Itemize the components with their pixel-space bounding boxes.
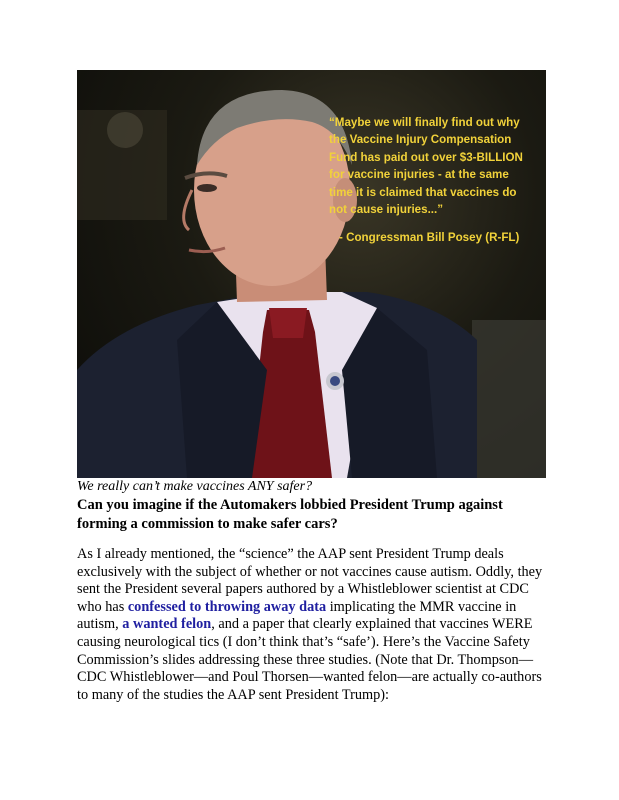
quote-line: Fund has paid out over $3-BILLION xyxy=(329,150,523,164)
quote-attribution: - Congressman Bill Posey (R-FL) xyxy=(339,231,520,245)
article-body xyxy=(77,546,547,704)
photo-caption: We really can’t make vaccines ANY safer? xyxy=(77,479,313,494)
confessed-link[interactable]: confessed to throwing away data xyxy=(127,598,327,615)
headline-line: Can you imagine if the Automakers lobbied President Trump against xyxy=(77,497,503,513)
body-text: As I already mentioned, the “science” the AAP sent President Trump deals exclusively with the subject of whether or not vaccines cause autism. Oddly, they sent the President several papers authored by a Whistleblower scientist at CDC who has xyxy=(77,546,543,615)
headline-line: forming a commission to make safer cars? xyxy=(77,516,338,532)
quote-line: “Maybe we will finally find out why xyxy=(329,116,520,129)
headline xyxy=(77,496,547,534)
body-text: , and a paper that clearly explained that vaccines WERE causing neurological tics (I don’t think that’s “safe’). Here’s the Vaccine Safety Commission’s slides addressing these three studies. (Note that Dr. Thompson—CDC Whistleblower—and Poul Thorsen—wanted felon—are actually co-authors to many of the studies the AAP sent President Trump): xyxy=(77,616,542,703)
quote-line: not cause injuries...” xyxy=(329,203,444,217)
body-paragraph xyxy=(77,546,547,704)
quote-line: the Vaccine Injury Compensation xyxy=(329,133,512,147)
posey-quote-photo xyxy=(77,70,546,478)
quote-line: for vaccine injuries - at the same xyxy=(329,168,509,182)
body-text: implicating the MMR vaccine in autism, xyxy=(77,598,517,633)
quote-line: time it is claimed that vaccines do xyxy=(329,185,517,199)
quote-text xyxy=(329,114,544,247)
wanted-felon-link[interactable]: a wanted felon xyxy=(122,616,212,633)
